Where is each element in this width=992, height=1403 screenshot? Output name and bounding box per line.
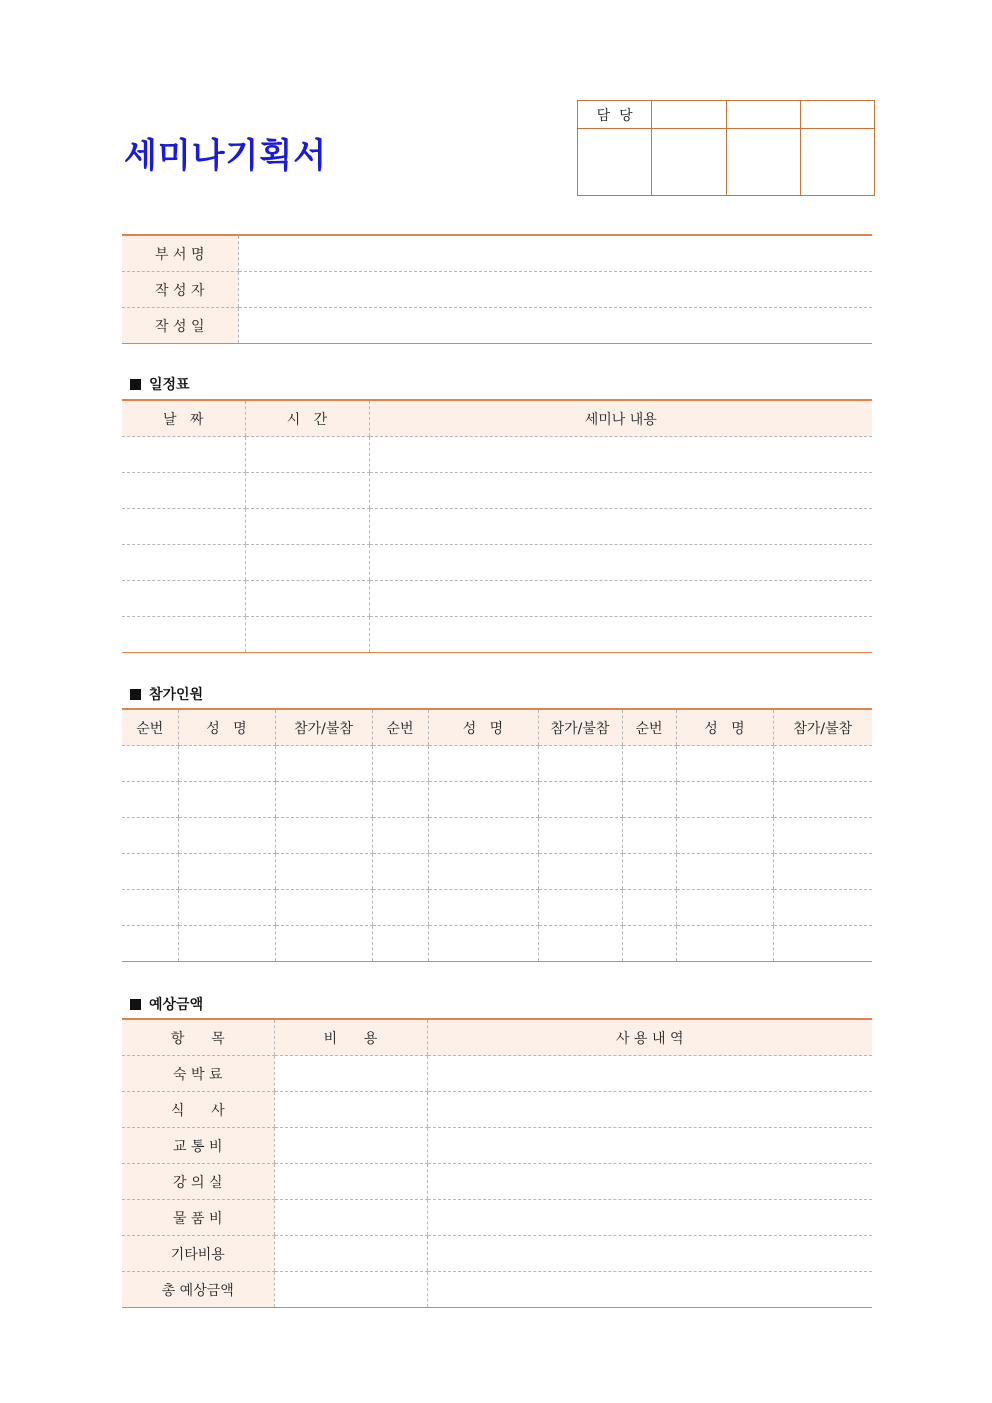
- department-field[interactable]: [238, 235, 872, 272]
- schedule-cell[interactable]: [122, 581, 245, 617]
- budget-cost-cell[interactable]: [274, 1164, 427, 1200]
- budget-header-details: 사 용 내 역: [427, 1019, 872, 1056]
- schedule-cell[interactable]: [122, 617, 245, 653]
- attendees-header-name: 성 명: [178, 709, 275, 746]
- schedule-row: [122, 509, 872, 545]
- budget-header-item: 항 목: [122, 1019, 274, 1056]
- schedule-row: [122, 617, 872, 653]
- attendee-cell[interactable]: [676, 818, 773, 854]
- budget-cost-cell[interactable]: [274, 1092, 427, 1128]
- attendee-cell[interactable]: [122, 818, 178, 854]
- schedule-cell[interactable]: [369, 617, 872, 653]
- budget-row: [122, 1056, 872, 1092]
- approval-sign-cell[interactable]: [578, 129, 652, 196]
- attendee-cell[interactable]: [622, 782, 676, 818]
- attendees-header-attendance: 참가/불참: [275, 709, 372, 746]
- square-bullet-icon: [130, 689, 141, 700]
- budget-item-label: 교 통 비: [122, 1128, 274, 1164]
- attendees-table: [122, 708, 872, 962]
- attendee-cell[interactable]: [428, 890, 538, 926]
- attendees-header-row: [122, 709, 872, 746]
- attendees-row: [122, 854, 872, 890]
- schedule-header-time: 시 간: [245, 400, 369, 437]
- schedule-heading: 일정표: [130, 374, 190, 394]
- document-title: 세미나기획서: [124, 136, 328, 176]
- attendees-header-number: 순번: [122, 709, 178, 746]
- attendee-cell[interactable]: [372, 818, 428, 854]
- budget-cost-cell[interactable]: [274, 1056, 427, 1092]
- attendee-cell[interactable]: [275, 746, 372, 782]
- approval-head-cell[interactable]: [652, 101, 726, 129]
- attendees-header-attendance: 참가/불참: [538, 709, 622, 746]
- schedule-cell[interactable]: [245, 473, 369, 509]
- schedule-header-content: 세미나 내용: [369, 400, 872, 437]
- budget-cost-cell[interactable]: [274, 1272, 427, 1308]
- department-label: 부 서 명: [122, 235, 238, 272]
- schedule-cell[interactable]: [122, 545, 245, 581]
- info-row-date: [122, 308, 872, 344]
- budget-row: [122, 1164, 872, 1200]
- schedule-cell[interactable]: [245, 581, 369, 617]
- attendee-cell[interactable]: [275, 818, 372, 854]
- schedule-cell[interactable]: [245, 545, 369, 581]
- attendee-cell[interactable]: [122, 854, 178, 890]
- budget-header-cost: 비 용: [274, 1019, 427, 1056]
- attendee-cell[interactable]: [538, 818, 622, 854]
- attendee-cell[interactable]: [428, 854, 538, 890]
- attendee-cell[interactable]: [122, 890, 178, 926]
- schedule-cell[interactable]: [122, 437, 245, 473]
- attendee-cell[interactable]: [178, 818, 275, 854]
- attendee-cell[interactable]: [428, 818, 538, 854]
- attendee-cell[interactable]: [122, 746, 178, 782]
- square-bullet-icon: [130, 999, 141, 1010]
- attendee-cell[interactable]: [428, 746, 538, 782]
- approval-sign-cell[interactable]: [726, 129, 800, 196]
- attendee-cell[interactable]: [275, 854, 372, 890]
- attendees-header-number: 순번: [622, 709, 676, 746]
- attendee-cell[interactable]: [773, 854, 872, 890]
- attendee-cell[interactable]: [773, 818, 872, 854]
- budget-item-label: 강 의 실: [122, 1164, 274, 1200]
- attendees-heading: 참가인원: [130, 684, 203, 704]
- attendee-cell[interactable]: [275, 782, 372, 818]
- attendees-row: [122, 746, 872, 782]
- author-label: 작 성 자: [122, 272, 238, 308]
- schedule-table: [122, 399, 872, 653]
- budget-details-cell[interactable]: [427, 1056, 872, 1092]
- info-row-author: [122, 272, 872, 308]
- attendee-cell[interactable]: [122, 782, 178, 818]
- attendee-cell[interactable]: [122, 926, 178, 962]
- attendees-row: [122, 782, 872, 818]
- attendee-cell[interactable]: [622, 890, 676, 926]
- attendee-cell[interactable]: [538, 890, 622, 926]
- approval-label: 담 당: [578, 101, 652, 129]
- attendee-cell[interactable]: [676, 746, 773, 782]
- attendee-cell[interactable]: [372, 782, 428, 818]
- attendee-cell[interactable]: [428, 782, 538, 818]
- attendee-cell[interactable]: [622, 818, 676, 854]
- budget-item-label: 숙 박 료: [122, 1056, 274, 1092]
- attendee-cell[interactable]: [275, 890, 372, 926]
- attendee-cell[interactable]: [538, 746, 622, 782]
- approval-head-cell[interactable]: [800, 101, 874, 129]
- attendees-row: [122, 890, 872, 926]
- budget-details-cell[interactable]: [427, 1128, 872, 1164]
- budget-row: [122, 1272, 872, 1308]
- attendee-cell[interactable]: [676, 854, 773, 890]
- schedule-cell[interactable]: [369, 437, 872, 473]
- approval-box: [577, 100, 875, 196]
- attendee-cell[interactable]: [622, 854, 676, 890]
- attendee-cell[interactable]: [773, 746, 872, 782]
- budget-table: [122, 1018, 872, 1308]
- attendee-cell[interactable]: [178, 746, 275, 782]
- schedule-cell[interactable]: [369, 473, 872, 509]
- attendee-cell[interactable]: [428, 926, 538, 962]
- schedule-cell[interactable]: [122, 473, 245, 509]
- schedule-row: [122, 437, 872, 473]
- attendee-cell[interactable]: [372, 746, 428, 782]
- attendee-cell[interactable]: [676, 782, 773, 818]
- attendees-header-number: 순번: [372, 709, 428, 746]
- budget-item-label: 물 품 비: [122, 1200, 274, 1236]
- budget-cost-cell[interactable]: [274, 1236, 427, 1272]
- schedule-cell[interactable]: [369, 581, 872, 617]
- info-row-department: [122, 235, 872, 272]
- date-field[interactable]: [238, 308, 872, 344]
- attendee-cell[interactable]: [178, 854, 275, 890]
- schedule-cell[interactable]: [369, 545, 872, 581]
- attendee-cell[interactable]: [178, 926, 275, 962]
- budget-cost-cell[interactable]: [274, 1200, 427, 1236]
- info-table: [122, 234, 872, 344]
- attendee-cell[interactable]: [622, 746, 676, 782]
- budget-cost-cell[interactable]: [274, 1128, 427, 1164]
- schedule-row: [122, 473, 872, 509]
- attendees-header-name: 성 명: [428, 709, 538, 746]
- schedule-cell[interactable]: [245, 509, 369, 545]
- attendee-cell[interactable]: [773, 782, 872, 818]
- schedule-cell[interactable]: [245, 437, 369, 473]
- budget-row: [122, 1128, 872, 1164]
- attendee-cell[interactable]: [538, 926, 622, 962]
- attendee-cell[interactable]: [773, 926, 872, 962]
- attendee-cell[interactable]: [773, 890, 872, 926]
- budget-item-label: 총 예상금액: [122, 1272, 274, 1308]
- budget-details-cell[interactable]: [427, 1092, 872, 1128]
- schedule-row: [122, 581, 872, 617]
- approval-sign-cell[interactable]: [800, 129, 874, 196]
- approval-sign-cell[interactable]: [652, 129, 726, 196]
- schedule-cell[interactable]: [245, 617, 369, 653]
- attendee-cell[interactable]: [178, 782, 275, 818]
- budget-details-cell[interactable]: [427, 1200, 872, 1236]
- budget-row: [122, 1236, 872, 1272]
- square-bullet-icon: [130, 379, 141, 390]
- schedule-cell[interactable]: [369, 509, 872, 545]
- budget-details-cell[interactable]: [427, 1272, 872, 1308]
- schedule-cell[interactable]: [122, 509, 245, 545]
- author-field[interactable]: [238, 272, 872, 308]
- attendee-cell[interactable]: [372, 890, 428, 926]
- attendees-header-attendance: 참가/불참: [773, 709, 872, 746]
- budget-row: [122, 1200, 872, 1236]
- attendee-cell[interactable]: [538, 782, 622, 818]
- attendee-cell[interactable]: [676, 890, 773, 926]
- budget-item-label: 기타비용: [122, 1236, 274, 1272]
- attendee-cell[interactable]: [372, 926, 428, 962]
- schedule-row: [122, 545, 872, 581]
- approval-head-cell[interactable]: [726, 101, 800, 129]
- date-label: 작 성 일: [122, 308, 238, 344]
- attendee-cell[interactable]: [538, 854, 622, 890]
- attendee-cell[interactable]: [676, 926, 773, 962]
- budget-details-cell[interactable]: [427, 1164, 872, 1200]
- budget-header-row: [122, 1019, 872, 1056]
- attendee-cell[interactable]: [372, 854, 428, 890]
- attendee-cell[interactable]: [275, 926, 372, 962]
- budget-row: [122, 1092, 872, 1128]
- attendee-cell[interactable]: [622, 926, 676, 962]
- attendee-cell[interactable]: [178, 890, 275, 926]
- attendees-header-name: 성 명: [676, 709, 773, 746]
- schedule-header-date: 날 짜: [122, 400, 245, 437]
- schedule-header-row: [122, 400, 872, 437]
- budget-heading: 예상금액: [130, 994, 203, 1014]
- budget-item-label: 식 사: [122, 1092, 274, 1128]
- budget-details-cell[interactable]: [427, 1236, 872, 1272]
- attendees-row: [122, 926, 872, 962]
- attendees-row: [122, 818, 872, 854]
